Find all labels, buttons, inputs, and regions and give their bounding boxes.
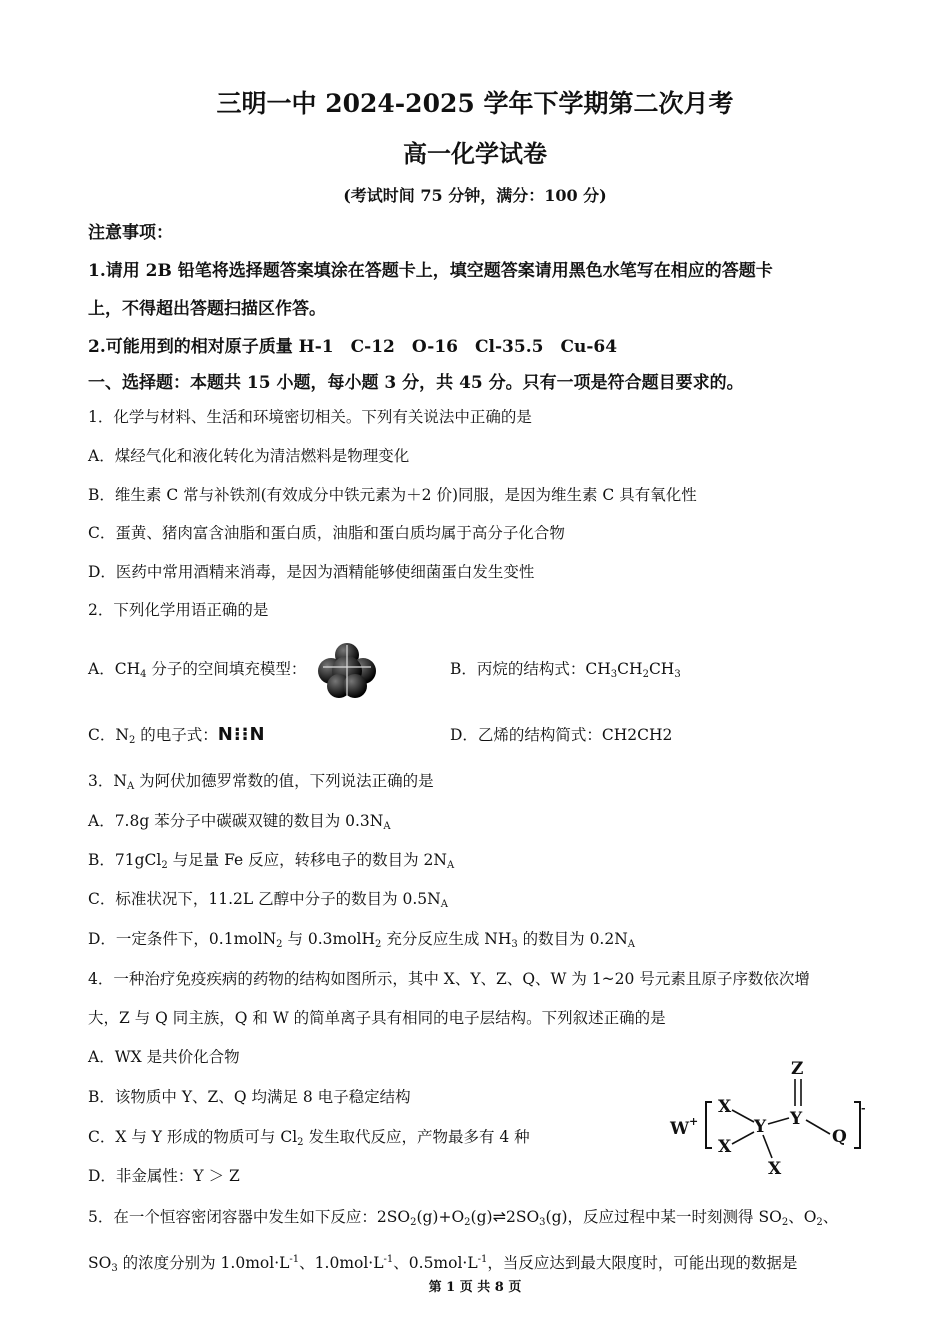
q3-option-b: B．71gCl$_2$ 与足量 Fe 反应，转移电子的数目为 $2N_A$	[88, 851, 455, 871]
q4-option-c: C．X 与 Y 形成的物质可与 $Cl_2$ 发生取代反应，产物最多有 4 种	[88, 1128, 530, 1148]
exam-info: (考试时间 75 分钟，满分：100 分)	[343, 186, 607, 205]
notice-item-1-line-2: 上，不得超出答题扫描区作答。	[88, 299, 326, 319]
q1-option-a: A．煤经气化和液化转化为清洁燃料是物理变化	[88, 447, 410, 465]
q1-option-c: C．蛋黄、猪肉富含油脂和蛋白质，油脂和蛋白质均属于高分子化合物	[88, 524, 565, 542]
notice-item-1-line-1: 1.请用 2B 铅笔将选择题答案填涂在答题卡上，填空题答案请用黑色水笔写在相应的答题卡	[88, 261, 773, 281]
q2-a-suffix: 分子的空间填充模型：	[146, 660, 307, 678]
q2-option-d: D．乙烯的结构简式：CH2CH2	[450, 726, 673, 744]
q3-option-a: A．7.8g 苯分子中碳碳双键的数目为 $0.3N_A$	[88, 812, 391, 832]
atom-x-lower: X	[768, 1159, 782, 1179]
cation-w-label: W	[670, 1119, 690, 1139]
exam-subtitle: 高一化学试卷	[403, 139, 547, 168]
q3-stem: 3．$N_A$ 为阿伏加德罗常数的值，下列说法正确的是	[88, 772, 434, 792]
n2-electron-formula: N⁝⁝N	[217, 724, 266, 745]
q2-option-b: B．丙烷的结构式：$CH_3CH_2CH_3$	[450, 660, 681, 680]
section-1-heading: 一、选择题：本题共 15 小题，每小题 3 分，共 45 分。只有一项是符合题目要求的。	[88, 373, 744, 393]
atom-z: Z	[791, 1059, 804, 1079]
q4-option-d: D．非金属性：Y ＞ Z	[88, 1167, 240, 1185]
q4-molecule-structure	[662, 1052, 877, 1182]
atom-q: Q	[832, 1127, 847, 1147]
q3-option-c: C．标准状况下，11.2L 乙醇中分子的数目为 $0.5N_A$	[88, 890, 448, 910]
q1-option-b: B．维生素 C 常与补铁剂(有效成分中铁元素为＋2 价)同服，是因为维生素 C 具有氧化性	[88, 486, 697, 504]
q2-a-formula: $CH_4$	[114, 660, 147, 680]
q2-a-prefix: A．	[88, 660, 115, 678]
atom-x-bottom: X	[718, 1137, 732, 1157]
q2-option-a	[88, 640, 379, 699]
q3-option-d: D．一定条件下，0.1molN$_2$ 与 0.3molH$_2$ 充分反应生成 $NH_3$ 的数目为 $0.2N_A$	[88, 930, 636, 950]
notice-heading: 注意事项：	[88, 223, 173, 243]
q5-stem-line-2: $SO_3$ 的浓度分别为 $1.0mol\cdot L^{-1}$、$1.0mol\cdot L^{-1}$、$0.5mol\cdot L^{-1}$，当反应达到最大限度时，可能出现的数据是	[88, 1254, 798, 1274]
propane-formula: $CH_3CH_2CH_3$	[585, 660, 681, 680]
atom-y-left: Y	[754, 1117, 767, 1137]
q4-stem-line-2: 大，Z 与 Q 同主族，Q 和 W 的简单离子具有相同的电子层结构。下列叙述正确的是	[88, 1009, 666, 1027]
q4-stem-line-1: 4．一种治疗免疫疾病的药物的结构如图所示，其中 X、Y、Z、Q、W 为 1~20 号元素且原子序数依次增	[88, 970, 810, 988]
cation-charge-label: +	[689, 1115, 699, 1128]
q4-option-a: A．WX 是共价化合物	[88, 1048, 240, 1066]
q1-stem: 1．化学与材料、生活和环境密切相关。下列有关说法中正确的是	[88, 408, 532, 426]
ch4-space-filling-model-icon	[315, 641, 379, 699]
exam-title: 三明一中 2024-2025 学年下学期第二次月考	[216, 89, 734, 118]
notice-item-2: 2.可能用到的相对原子质量 H-1 C-12 O-16 Cl-35.5 Cu-64	[88, 337, 618, 357]
atom-x-top: X	[718, 1097, 732, 1117]
anion-charge-label: -	[861, 1102, 866, 1115]
page-number: 第 1 页 共 8 页	[428, 1280, 522, 1295]
q2-option-c: C．$N_2$ 的电子式：N⁝⁝N	[88, 724, 266, 746]
equilibrium-arrow-icon: ⇌	[492, 1207, 506, 1226]
q5-stem-line-1: 5．在一个恒容密闭容器中发生如下反应：$2SO_2(g)+O_2(g)\rightleftharpoons 2SO_3(g)$，反应过程中某一时刻测得 $SO_2$、$O_2$、	[88, 1207, 839, 1228]
q4-option-b: B．该物质中 Y、Z、Q 均满足 8 电子稳定结构	[88, 1088, 411, 1106]
q1-option-d: D．医药中常用酒精来消毒，是因为酒精能够使细菌蛋白发生变性	[88, 563, 535, 581]
atom-y-right: Y	[790, 1109, 803, 1129]
q2-stem: 2．下列化学用语正确的是	[88, 601, 269, 619]
